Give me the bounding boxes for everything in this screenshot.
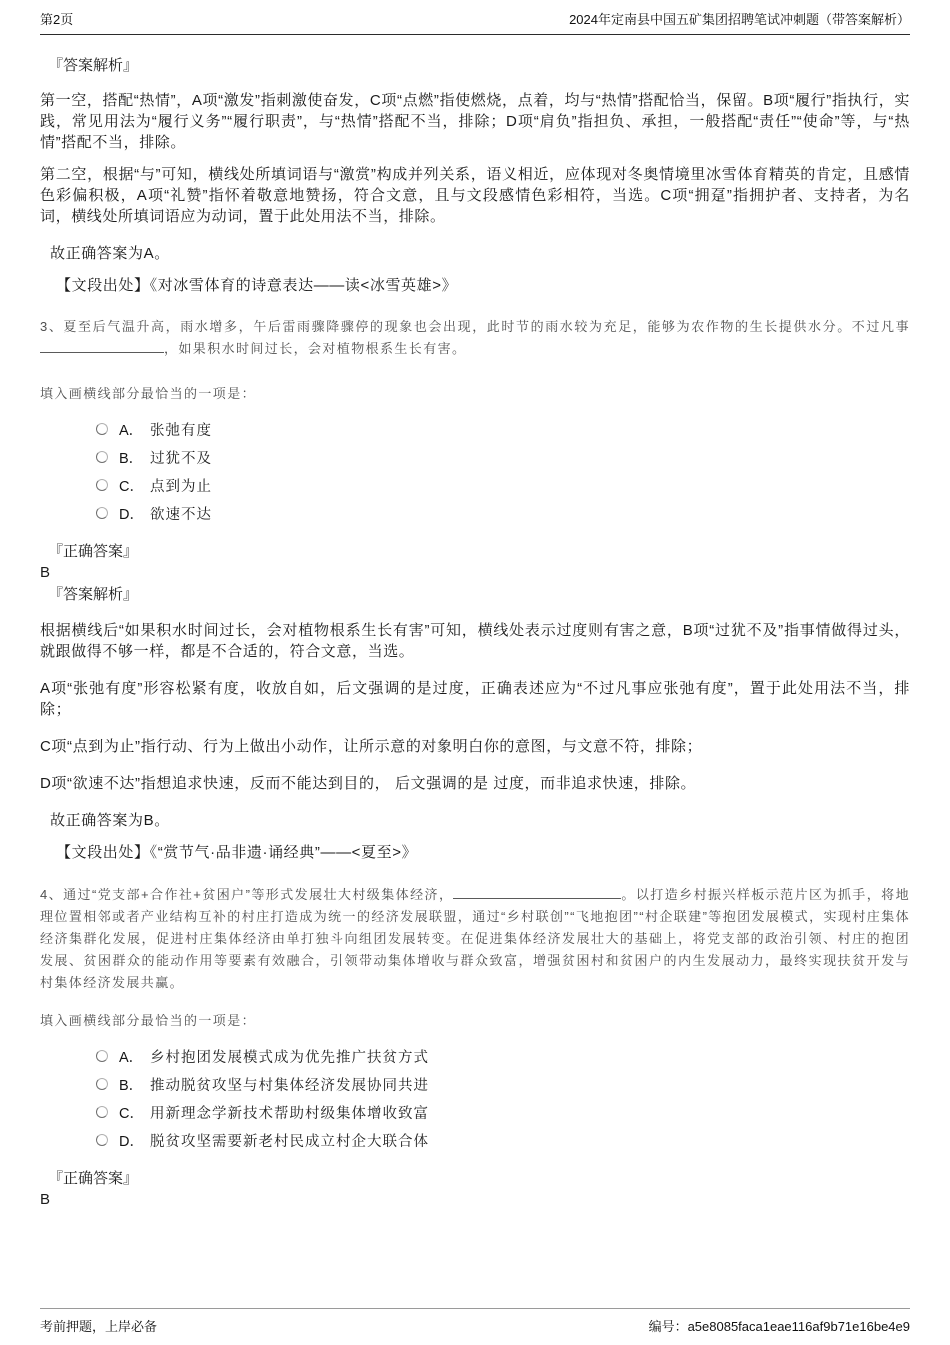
analysis-paragraph: 根据横线后“如果积水时间过长，会对植物根系生长有害”可知，横线处表示过度则有害之意，B项“过犹不及”指事情做得过头，就跟做得不够一样，都是不合适的，符合文意，当选。 [40, 622, 910, 660]
document-title: 2024年定南县中国五矿集团招聘笔试冲刺题（带答案解析） [569, 12, 910, 27]
option-text: 张弛有度 [150, 422, 212, 439]
question4-option-c[interactable] [96, 1098, 910, 1126]
correct-answer-value-q3: B [40, 564, 51, 581]
analysis-heading-q3: 『答案解析』 [48, 586, 139, 603]
page-footer [40, 1308, 910, 1335]
analysis-paragraph: A项“张弛有度”形容松紧有度，收放自如，后文强调的是过度，正确表述应为“不过凡事应张弛有度”，置于此处用法不当，排除； [40, 680, 910, 718]
analysis-paragraph: 第一空，搭配“热情”，A项“激发”指刺激使奋发，C项“点燃”指使燃烧，点着，均与“热情”搭配恰当，保留。B项“履行”指执行，实践，常见用法为“履行义务”“履行职责”，与“热情”搭配不当，排除；D项“肩负”指担负、承担，一般搭配“责任”“使命”等，与“热情”搭配不当，排除。 [40, 92, 910, 151]
option-text: 过犹不及 [150, 450, 212, 467]
answer-conclusion: 故正确答案为B。 [50, 812, 170, 829]
radio-button-icon[interactable] [96, 507, 108, 519]
option-text: 欲速不达 [150, 506, 212, 523]
option-text: 推动脱贫攻坚与村集体经济发展协同共进 [150, 1077, 429, 1094]
question4-options [96, 1042, 910, 1154]
analysis-paragraph: D项“欲速不达”指想追求快速，反而不能达到目的， 后文强调的是 过度，而非追求快速，排除。 [40, 775, 697, 792]
question4-prompt: 填入画横线部分最恰当的一项是： [40, 1013, 257, 1028]
question3-option-a[interactable] [96, 415, 910, 443]
radio-button-icon[interactable] [96, 1106, 108, 1118]
option-letter: A． [119, 422, 144, 439]
question4-option-a[interactable] [96, 1042, 910, 1070]
question3-stem [40, 316, 910, 360]
option-letter: D． [119, 1133, 144, 1150]
passage-source: 【文段出处】《“赏节气·品非遗·诵经典”——<夏至>》 [56, 844, 418, 861]
radio-button-icon[interactable] [96, 423, 108, 435]
option-text: 乡村抱团发展模式成为优先推广扶贫方式 [150, 1049, 429, 1066]
blank-underline [40, 339, 164, 353]
option-letter: B． [119, 450, 144, 467]
page-header [40, 0, 910, 35]
option-text: 用新理念学新技术帮助村级集体增收致富 [150, 1105, 429, 1122]
option-letter: D． [119, 506, 144, 523]
answer-conclusion: 故正确答案为A。 [50, 245, 170, 262]
option-letter: C． [119, 478, 144, 495]
correct-answer-heading-q3: 『正确答案』 [48, 543, 139, 560]
radio-button-icon[interactable] [96, 479, 108, 491]
question3-stem-after: ，如果积水时间过长，会对植物根系生长有害。 [164, 341, 467, 356]
question3-stem-before: 3、夏至后气温升高，雨水增多，午后雷雨骤降骤停的现象也会出现，此时节的雨水较为充足，能够为农作物的生长提供水分。不过凡事 [40, 319, 910, 334]
radio-button-icon[interactable] [96, 1078, 108, 1090]
page-number: 第2页 [40, 12, 74, 27]
question4-stem [40, 884, 910, 994]
question4-stem-after: 。以打造乡村振兴样板示范片区为抓手，将地理位置相邻或者产业结构互补的村庄打造成为统一的经济发展联盟，通过“乡村联创”“飞地抱团”“村企联建”等抱团发展模式，实现村庄集体经济集群化发展，促进村庄集体经济由单打独斗向组团发展转变。在促进集体经济发展壮大的基础上，将党支部的政治引领、村庄的抱团发展、贫困群众的能动作用等要素有效融合，引领带动集体增收与群众致富，增强贫困村和贫困户的内生发展动力，最终实现扶贫开发与村集体经济发展共赢。 [40, 887, 910, 990]
passage-source: 【文段出处】《对冰雪体育的诗意表达——读<冰雪英雄>》 [56, 277, 458, 294]
option-letter: B． [119, 1077, 144, 1094]
option-letter: C． [119, 1105, 144, 1122]
question4-stem-before: 4、通过“党支部+合作社+贫困户”等形式发展壮大村级集体经济， [40, 887, 454, 902]
question4-option-b[interactable] [96, 1070, 910, 1098]
radio-button-icon[interactable] [96, 451, 108, 463]
question4-option-d[interactable] [96, 1126, 910, 1154]
analysis-paragraph: C项“点到为止”指行动、行为上做出小动作，让所示意的对象明白你的意图，与文意不符，排除； [40, 738, 703, 755]
analysis-paragraph: 第二空，根据“与”可知，横线处所填词语与“激赏”构成并列关系，语义相近，应体现对冬奥情境里冰雪体育精英的肯定，且感情色彩偏积极，A项“礼赞”指怀着敬意地赞扬，符合文意，且与文段感情色彩相符，当选。C项“拥趸”指拥护者、支持者，为名词，横线处所填词语应为动词，置于此处用法不当，排除。 [40, 166, 910, 225]
radio-button-icon[interactable] [96, 1050, 108, 1062]
question3-options [96, 415, 910, 527]
radio-button-icon[interactable] [96, 1134, 108, 1146]
footer-slogan: 考前押题，上岸必备 [40, 1319, 158, 1334]
question3-option-d[interactable] [96, 499, 910, 527]
question3-option-c[interactable] [96, 471, 910, 499]
footer-serial-number: 编号：a5e8085faca1eae116af9b71e16be4e9 [648, 1319, 910, 1334]
question3-option-b[interactable] [96, 443, 910, 471]
correct-answer-heading-q4: 『正确答案』 [48, 1170, 139, 1187]
page-content [40, 54, 910, 1208]
blank-underline [453, 885, 621, 899]
option-text: 脱贫攻坚需要新老村民成立村企大联合体 [150, 1133, 429, 1150]
option-text: 点到为止 [150, 478, 212, 495]
question3-prompt: 填入画横线部分最恰当的一项是： [40, 386, 257, 401]
correct-answer-value-q4: B [40, 1191, 51, 1208]
option-letter: A． [119, 1049, 144, 1066]
analysis-heading-q2: 『答案解析』 [48, 57, 139, 74]
